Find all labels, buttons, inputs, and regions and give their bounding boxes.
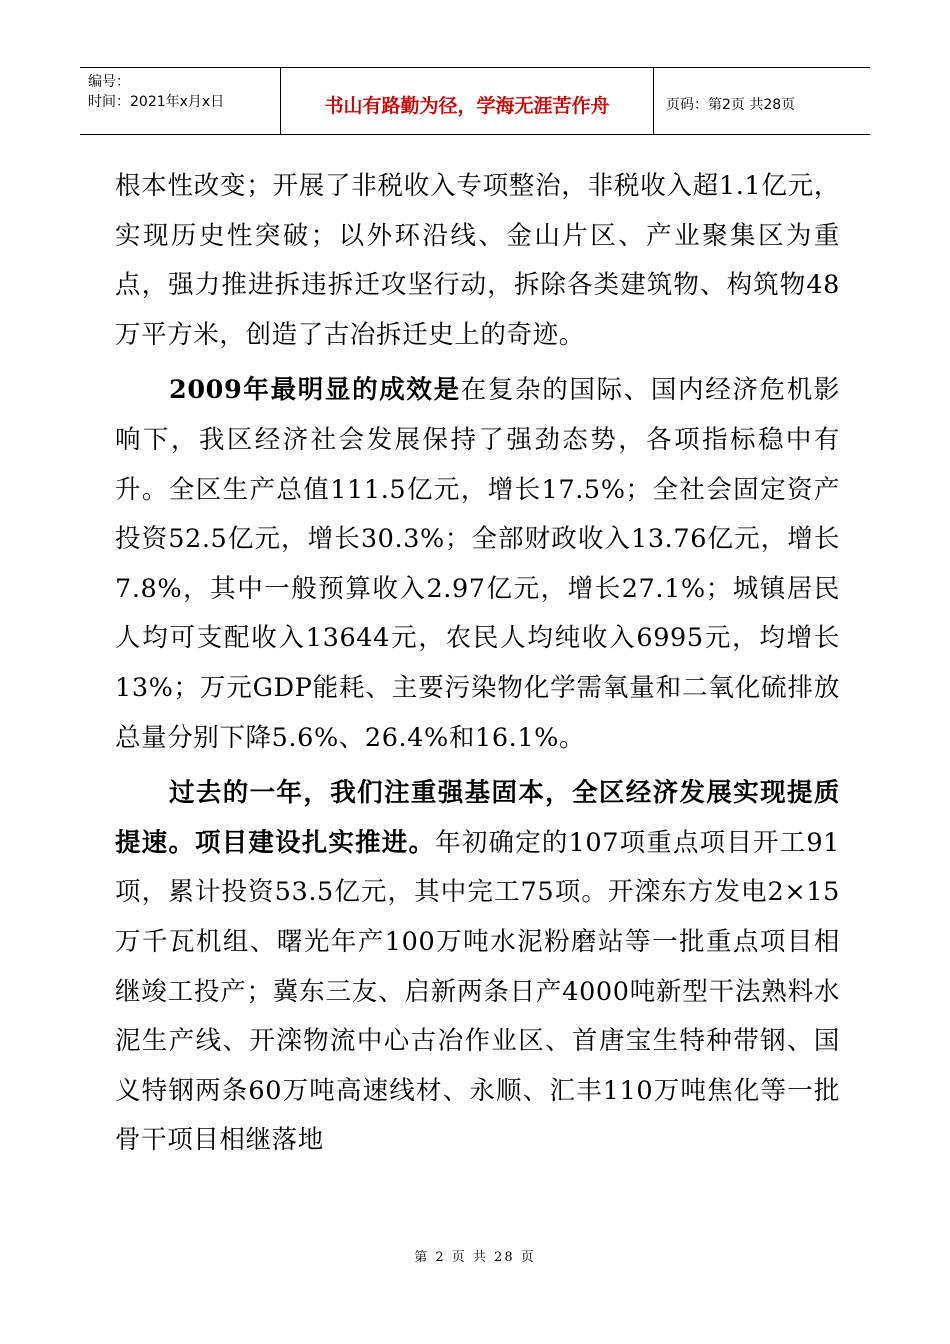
header-meta-cell xyxy=(80,68,281,134)
paragraph-2 xyxy=(115,366,840,763)
paragraph-2-bold: 2009年最明显的成效是 xyxy=(169,375,461,406)
header-motto: 书山有路勤为径，学海无涯苦作舟 xyxy=(281,68,654,134)
document-number-label: 编号： xyxy=(88,74,130,90)
paragraph-1 xyxy=(115,162,840,360)
page-footer: 第 2 页 共 28 页 xyxy=(414,1250,536,1265)
paragraph-3 xyxy=(115,769,840,1166)
page-header xyxy=(80,67,870,135)
header-page-code: 页码：第2页 共28页 xyxy=(666,97,796,113)
paragraph-3-bold: 过去的一年，我们注重强基固本，全区经济发展实现提质提速。项目建设扎实推进。 xyxy=(115,778,840,858)
paragraph-3-text: 年初确定的107项重点项目开工91项，累计投资53.5亿元，其中完工75项。开滦东方发电2×15万千瓦机组、曙光年产100万吨水泥粉磨站等一批重点项目相继竣工投产；冀东三友、启新两条日产4000吨新型干法熟料水泥生产线、开滦物流中心古冶作业区、首唐宝生特种带钢、国义特钢两条60万吨高速线材、永顺、汇丰110万吨焦化等一批骨干项目相继落地 xyxy=(115,827,841,1156)
document-date-label: 时间：2021年x月x日 xyxy=(88,94,225,110)
paragraph-1-text: 根本性改变；开展了非税收入专项整治，非税收入超1.1亿元，实现历史性突破；以外环沿线、金山片区、产业聚集区为重点，强力推进拆违拆迁攻坚行动，拆除各类建筑物、构筑物48万平方米，创造了古冶拆迁史上的奇迹。 xyxy=(115,171,840,350)
paragraph-2-text: 在复杂的国际、国内经济危机影响下，我区经济社会发展保持了强劲态势，各项指标稳中有升。全区生产总值111.5亿元，增长17.5%；全社会固定资产投资52.5亿元，增长30.3%；全部财政收入13.76亿元，增长7.8%，其中一般预算收入2.97亿元，增长27.1%；城镇居民人均可支配收入13644元，农民人均纯收入6995元，均增长13%；万元GDP能耗、主要污染物化学需氧量和二氧化硫排放总量分别下降5.6%、26.4%和16.1%。 xyxy=(115,375,840,753)
document-body xyxy=(115,162,840,1166)
